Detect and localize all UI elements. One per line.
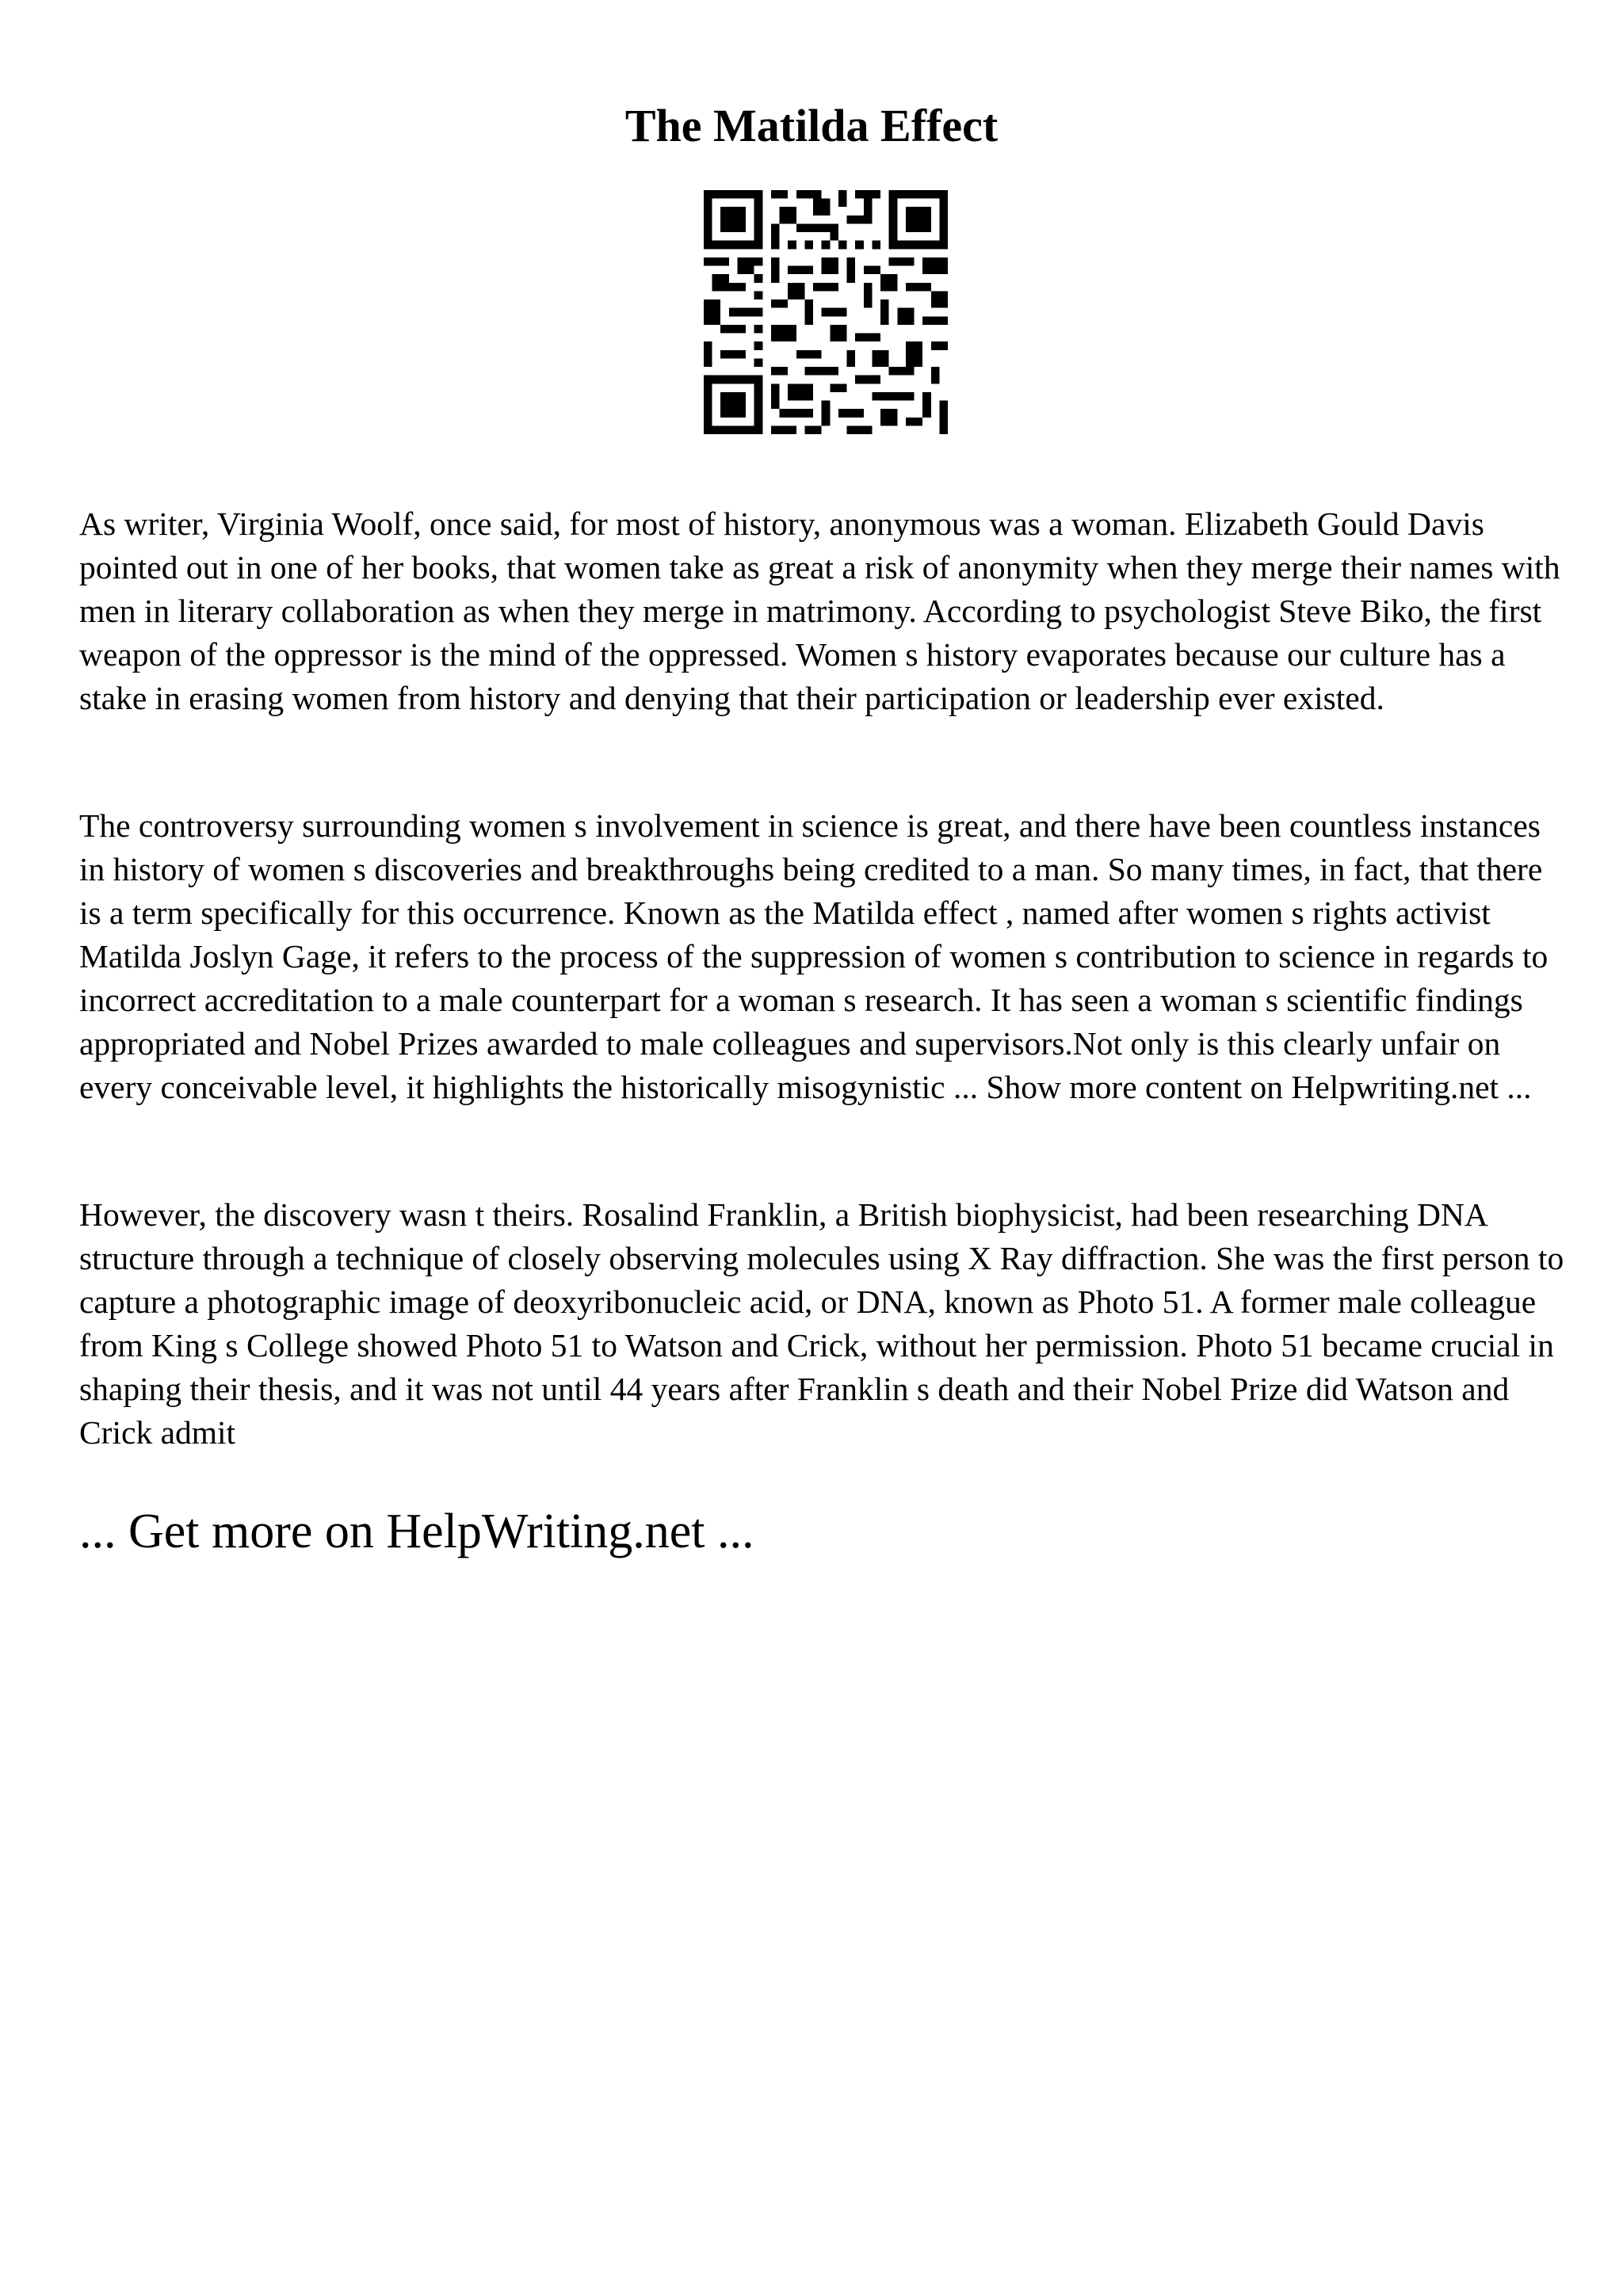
get-more-link[interactable]: ... Get more on HelpWriting.net ... — [79, 1505, 754, 1558]
paragraph-intro: As writer, Virginia Woolf, once said, for most of history, anonymous was a woman. Elizabeth Gould Davis pointed out in one of her books, that women take as great a risk of anonymity when they merge their names with men in literary collaboration as when they merge in matrimony. According to psychologist Steve Biko, the first weapon of the oppressor is the mind of the oppressed. Women s history evaporates because our culture has a stake in erasing women from history and denying that their participation or leadership ever existed. — [79, 505, 1560, 716]
qr-code-icon — [704, 190, 948, 434]
document-title: The Matilda Effect — [624, 100, 999, 151]
paragraph-rosalind-franklin: However, the discovery wasn t theirs. Rosalind Franklin, a British biophysicist, had been researching DNA structure through a technique of closely observing molecules using X Ray diffraction. She was the first person to capture a photographic image of deoxyribonucleic acid, or DNA, known as Photo 51. A former male colleague from King s College showed Photo 51 to Watson and Crick, without her permission. Photo 51 became crucial in shaping their thesis, and it was not until 44 years after Franklin s death and their Nobel Prize did Watson and Crick admit — [79, 1196, 1564, 1451]
paragraph-matilda-effect: The controversy surrounding women s involvement in science is great, and there have been countless instances in history of women s discoveries and breakthroughs being credited to a man. So many times, in fact, that there is a term specifically for this occurrence. Known as the Matilda effect , named after women s rights activist Matilda Joslyn Gage, it refers to the process of the suppression of women s contribution to science in regards to incorrect accreditation to a male counterpart for a woman s research. It has seen a woman s scientific findings appropriated and Nobel Prizes awarded to male colleagues and supervisors.Not only is this clearly unfair on every conceivable level, it highlights the historically misogynistic ... Show more content on Helpwriting.net ... — [79, 807, 1549, 1105]
